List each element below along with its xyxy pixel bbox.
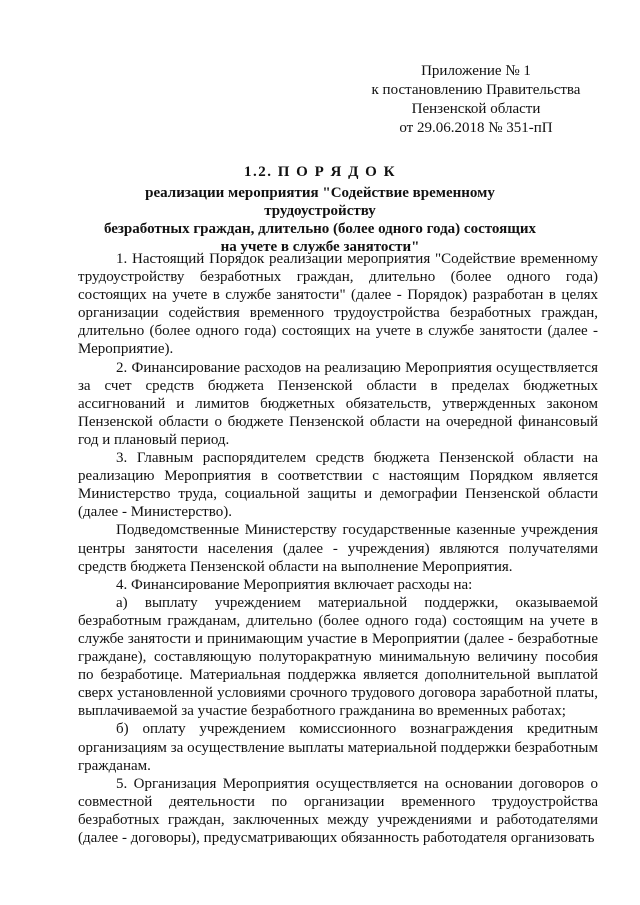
appendix-header [352,62,600,138]
appendix-line-2: к постановлению Правительства [371,82,581,98]
title-line-3: на учете в службе занятости" [220,239,420,255]
title-main: 1.2. П О Р Я Д О К [244,164,396,180]
paragraph-3: 3. Главным распорядителем средств бюджета Пензенской области на реализацию Мероприятия в соответствии с настоящим Порядком является Министерство труда, социальной защиты и демографии Пензенской области (далее - Министерство). [78,450,598,521]
title-line-2: безработных граждан, длительно (более одного года) состоящих [103,221,537,237]
appendix-line-1: Приложение № 1 [421,63,531,79]
document-title [90,163,550,256]
document-body [78,250,598,847]
paragraph-4b: б) оплату учреждением комиссионного вознаграждения кредитным организациям за осуществление выплаты материальной поддержки безработным гражданам. [78,721,598,774]
title-line-1: реализации мероприятия "Содействие временному трудоустройству [145,185,495,219]
paragraph-5: 5. Организация Мероприятия осуществляется на основании договоров о совместной деятельности по организации временного трудоустройства безработных граждан, заключенных между учреждениями и работодателями (далее - договоры), предусматривающих обязанность работодателя организовать [78,775,598,846]
paragraph-3-continued: Подведомственные Министерству государственные казенные учреждения центры занятости населения (далее - учреждения) являются получателями средств бюджета Пензенской области на выполнение Мероприятия. [78,522,598,575]
appendix-line-4: от 29.06.2018 № 351-пП [399,120,553,136]
paragraph-4a: а) выплату учреждением материальной поддержки, оказываемой безработным гражданам, длительно (более одного года) состоящим на учете в службе занятости и принимающим участие в Мероприятии (далее - безработные граждане), составляющую полуторакратную минимальную величину пособия по безработице. Материальная поддержка является дополнительной выплатой сверх установленной условиями срочного трудового договора заработной платы, выплачиваемой за участие безработного гражданина во временных работах; [78,594,598,720]
paragraph-1: 1. Настоящий Порядок реализации мероприятия "Содействие временному трудоустройству безработных граждан, длительно (более одного года) состоящих на учете в службе занятости" (далее - Порядок) разработан в целях организации содействия временного трудоустройства безработных граждан, длительно (более одного года) состоящих на учете в службе занятости (далее - Мероприятие). [78,251,598,358]
appendix-line-3: Пензенской области [411,101,541,117]
paragraph-4: 4. Финансирование Мероприятия включает расходы на: [116,576,473,593]
paragraph-2: 2. Финансирование расходов на реализацию Мероприятия осуществляется за счет средств бюджета Пензенской области в пределах бюджетных ассигнований и лимитов бюджетных обязательств, утвержденных законом Пензенской области о бюджете Пензенской области на очередной финансовый год и плановый период. [78,359,598,448]
